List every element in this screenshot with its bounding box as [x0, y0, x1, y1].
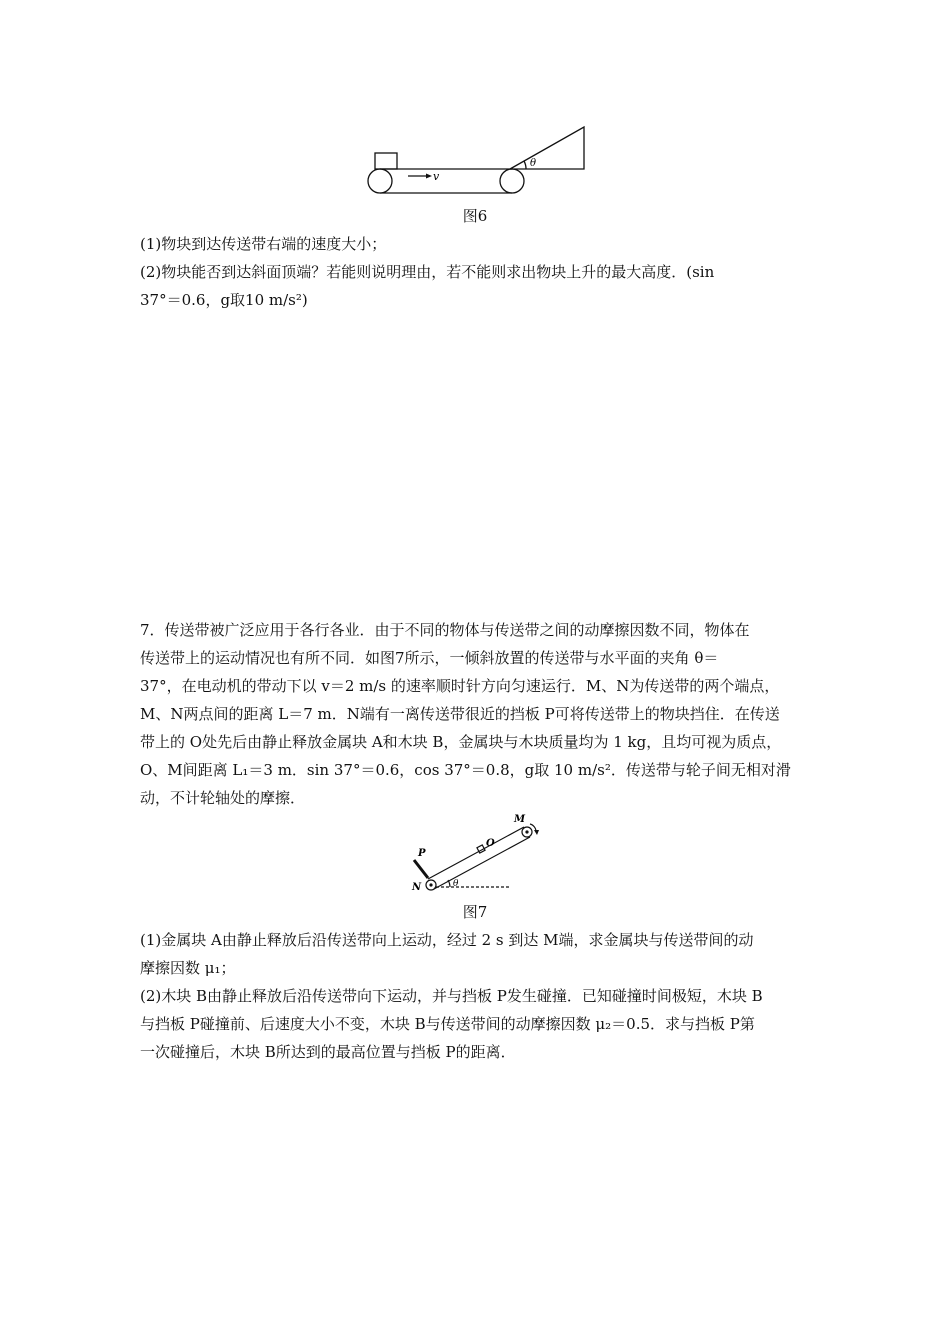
q7-sub-line: (2)木块 B由静止释放后沿传送带向下运动，并与挡板 P发生碰撞．已知碰撞时间极短，木块 B [140, 987, 763, 1005]
figure-7-caption: 图7 [462, 903, 488, 921]
velocity-label: v [433, 170, 440, 183]
angle-label: θ [530, 158, 537, 169]
q7-line: 动，不计轮轴处的摩擦． [140, 789, 306, 807]
incline [510, 127, 584, 169]
figure-6-caption: 图6 [462, 207, 488, 225]
figure-6-diagram [360, 120, 600, 200]
right-wheel [500, 169, 524, 193]
q6-sub2-line1: (2)物块能否到达斜面顶端？若能则说明理由，若不能则求出物块上升的最大高度．(sin [140, 263, 715, 281]
label-o: O [486, 838, 495, 849]
q7-line: 37°，在电动机的带动下以 v＝2 m/s 的速率顺时针方向匀速运行．M、N为传送带的两个端点， [140, 677, 780, 695]
q6-sub2-line2: 37°＝0.6，g取10 m/s²) [140, 291, 308, 309]
label-p: P [418, 848, 426, 859]
q7-line: 传送带上的运动情况也有所不同．如图7所示，一倾斜放置的传送带与水平面的夹角 θ＝ [140, 649, 719, 667]
angle-arc [524, 161, 526, 169]
figure-7-diagram [400, 808, 560, 900]
q7-line: O、M间距离 L₁＝3 m．sin 37°＝0.6，cos 37°＝0.8，g取 10 m/s²．传送带与轮子间无相对滑 [140, 761, 791, 779]
angle-label: θ [453, 879, 459, 889]
q7-line: M、N两点间的距离 L＝7 m．N端有一离传送带很近的挡板 P可将传送带上的物块挡住．在传送 [140, 705, 780, 723]
q7-line: 带上的 O处先后由静止释放金属块 A和木块 B，金属块与木块质量均为 1 kg，且均可视为质点， [140, 733, 782, 751]
q7-sub-line: (1)金属块 A由静止释放后沿传送带向上运动，经过 2 s 到达 M端，求金属块与传送带间的动 [140, 931, 754, 949]
left-wheel [368, 169, 392, 193]
label-m: M [514, 814, 526, 825]
belt-side-top [428, 827, 524, 879]
label-n: N [412, 882, 422, 893]
q7-sub-line: 一次碰撞后，木块 B所达到的最高位置与挡板 P的距离． [140, 1043, 516, 1061]
block [375, 153, 397, 169]
q7-sub-line: 与挡板 P碰撞前、后速度大小不变，木块 B与传送带间的动摩擦因数 μ₂＝0.5．求与挡板 P第 [140, 1015, 755, 1033]
q6-sub1: (1)物块到达传送带右端的速度大小； [140, 235, 387, 253]
baffle-p [414, 860, 428, 878]
q7-sub-line: 摩擦因数 μ₁； [140, 959, 236, 977]
q7-line: 7．传送带被广泛应用于各行各业．由于不同的物体与传送带之间的动摩擦因数不同，物体在 [140, 621, 750, 639]
